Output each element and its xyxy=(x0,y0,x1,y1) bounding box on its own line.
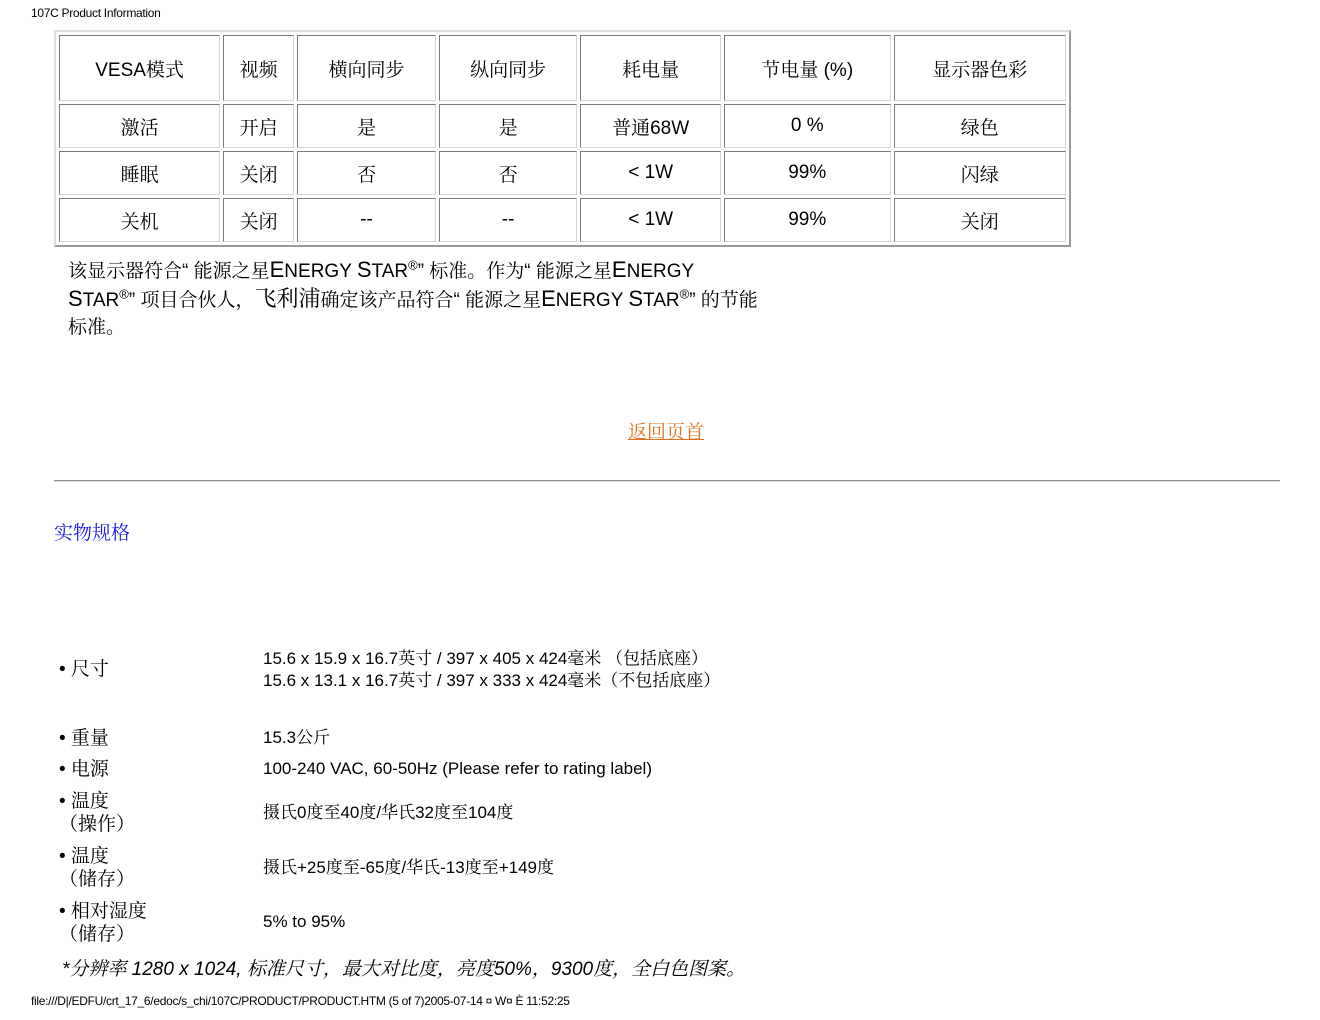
table-header-row xyxy=(59,35,1066,101)
footnote: *分辨率 1280 x 1024, 标准尺寸，最大对比度，亮度50%，9300度，全白色图案。 xyxy=(62,959,746,980)
table-row xyxy=(59,151,1066,195)
table-cell: 是 xyxy=(297,104,436,148)
table-cell: 激活 xyxy=(59,104,220,148)
spec-label-dimensions: • 尺寸 xyxy=(59,659,109,680)
divider xyxy=(54,480,1280,482)
column-header: VESA模式 xyxy=(59,35,220,101)
column-header: 视频 xyxy=(223,35,294,101)
spec-label-temp-storage: • 温度 xyxy=(59,846,109,867)
energy-star-statement: 该显示器符合“ 能源之星ENERGY STAR®” 标准。作为“ 能源之星ENERGY STAR®” 项目合伙人，飞利浦确定该产品符合“ 能源之星ENERGY STAR®” 的节能 标准。 xyxy=(68,257,758,338)
table-row xyxy=(59,198,1066,242)
spec-label-temp-operating: • 温度 xyxy=(59,791,109,812)
table-cell: 关闭 xyxy=(894,198,1066,242)
table-cell: 关闭 xyxy=(223,198,294,242)
back-to-top-link[interactable]: 返回页首 xyxy=(628,422,705,443)
page-header-title: 107C Product Information xyxy=(31,6,161,20)
table-cell: < 1W xyxy=(580,151,720,195)
spec-value-humidity: 5% to 95% xyxy=(263,912,346,931)
table-cell: 闪绿 xyxy=(894,151,1066,195)
column-header: 横向同步 xyxy=(297,35,436,101)
table-cell: 是 xyxy=(439,104,578,148)
page-footer-path: file:///D|/EDFU/crt_17_6/edoc/s_chi/107C/PRODUCT/PRODUCT.HTM (5 of 7)2005-07-14 ¤ W¤ È 11:52:25 xyxy=(31,994,570,1008)
table-cell: 睡眠 xyxy=(59,151,220,195)
table-cell: 0 % xyxy=(724,104,891,148)
spec-label-temp-operating-sub: （操作） xyxy=(59,814,136,835)
table-row xyxy=(59,104,1066,148)
column-header: 耗电量 xyxy=(580,35,720,101)
spec-value-temp-operating: 摄氏0度至40度/华氏32度至104度 xyxy=(263,803,514,822)
table-cell: 关机 xyxy=(59,198,220,242)
column-header: 显示器色彩 xyxy=(894,35,1066,101)
table-cell: 否 xyxy=(297,151,436,195)
table-cell: 99% xyxy=(724,151,891,195)
table-cell: 开启 xyxy=(223,104,294,148)
table-cell: -- xyxy=(297,198,436,242)
spec-label-humidity: • 相对湿度 xyxy=(59,901,147,922)
table-cell: -- xyxy=(439,198,578,242)
spec-label-weight: • 重量 xyxy=(59,728,109,749)
spec-value-weight: 15.3公斤 xyxy=(263,728,331,747)
spec-value-power: 100-240 VAC, 60-50Hz (Please refer to rating label) xyxy=(263,759,652,778)
spec-value-dimensions-without-base: 15.6 x 13.1 x 16.7英寸 / 397 x 333 x 424毫米（不包括底座） xyxy=(263,671,721,690)
column-header: 纵向同步 xyxy=(439,35,578,101)
spec-value-dimensions-with-base: 15.6 x 15.9 x 16.7英寸 / 397 x 405 x 424毫米 （包括底座） xyxy=(263,649,709,668)
spec-label-power: • 电源 xyxy=(59,759,109,780)
column-header: 节电量 (%) xyxy=(724,35,891,101)
table-cell: 否 xyxy=(439,151,578,195)
section-title-physical-specs: 实物规格 xyxy=(54,523,131,544)
table-cell: 关闭 xyxy=(223,151,294,195)
spec-label-temp-storage-sub: （储存） xyxy=(59,869,136,890)
table-cell: 99% xyxy=(724,198,891,242)
table-cell: < 1W xyxy=(580,198,720,242)
spec-value-temp-storage: 摄氏+25度至-65度/华氏-13度至+149度 xyxy=(263,858,554,877)
table-cell: 普通68W xyxy=(580,104,720,148)
table-cell: 绿色 xyxy=(894,104,1066,148)
spec-label-humidity-sub: （储存） xyxy=(59,924,136,945)
power-management-table xyxy=(54,30,1071,247)
